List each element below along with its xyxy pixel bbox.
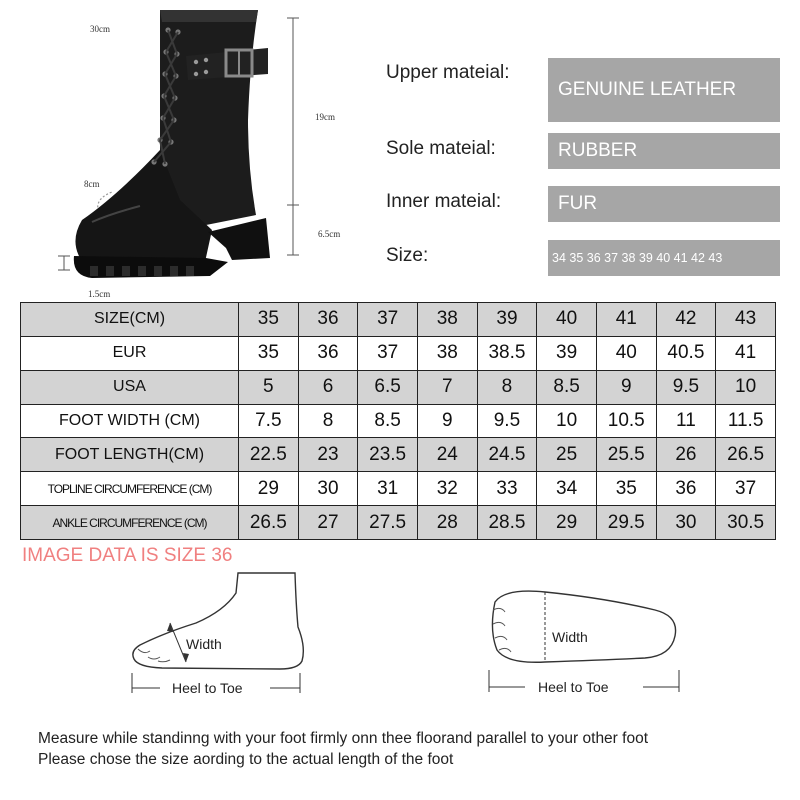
side-foot-width-label: Width: [186, 636, 222, 652]
table-cell: 38: [417, 303, 477, 337]
row-header: USA: [21, 370, 239, 404]
table-cell: 35: [239, 303, 299, 337]
table-cell: 37: [358, 336, 418, 370]
table-cell: 7.5: [239, 404, 299, 438]
table-cell: 43: [716, 303, 776, 337]
table-cell: 29: [537, 506, 597, 540]
table-cell: 41: [716, 336, 776, 370]
table-cell: 26.5: [716, 438, 776, 472]
inner-material-value: FUR: [548, 186, 780, 222]
table-cell: 36: [656, 472, 716, 506]
table-cell: 26.5: [239, 506, 299, 540]
table-cell: 31: [358, 472, 418, 506]
row-header: TOPLINE CIRCUMFERENCE (CM): [21, 472, 239, 506]
table-cell: 29: [239, 472, 299, 506]
measure-instruction-1: Measure while standinng with your foot firmly onn thee floorand parallel to your other foot: [38, 730, 649, 747]
table-cell: 30: [656, 506, 716, 540]
table-cell: 8.5: [358, 404, 418, 438]
table-cell: 40.5: [656, 336, 716, 370]
table-cell: 34: [537, 472, 597, 506]
table-cell: 11: [656, 404, 716, 438]
table-cell: 40: [596, 336, 656, 370]
table-cell: 39: [537, 336, 597, 370]
table-cell: 26: [656, 438, 716, 472]
boot-illustration: [0, 0, 380, 300]
table-cell: 9: [596, 370, 656, 404]
table-cell: 24: [417, 438, 477, 472]
table-cell: 40: [537, 303, 597, 337]
table-cell: 39: [477, 303, 537, 337]
boot-heel-height-label: 6.5cm: [318, 229, 341, 239]
table-cell: 37: [358, 303, 418, 337]
size-range-value: 34 35 36 37 38 39 40 41 42 43: [548, 240, 780, 276]
table-row-size-cm: [21, 303, 776, 337]
boot-ankle-label: 8cm: [84, 179, 100, 189]
table-cell: 9.5: [656, 370, 716, 404]
table-cell: 28.5: [477, 506, 537, 540]
table-cell: 8.5: [537, 370, 597, 404]
table-cell: 23: [298, 438, 358, 472]
boot-shaft-height-label: 19cm: [315, 112, 335, 122]
boot-platform-label: 1.5cm: [88, 289, 111, 299]
table-cell: 22.5: [239, 438, 299, 472]
table-cell: 23.5: [358, 438, 418, 472]
upper-material-label: Upper mateial:: [386, 62, 510, 83]
table-cell: 36: [298, 303, 358, 337]
image-size-note: IMAGE DATA IS SIZE 36: [22, 545, 233, 566]
table-cell: 28: [417, 506, 477, 540]
table-cell: 8: [477, 370, 537, 404]
size-label: Size:: [386, 245, 429, 266]
table-cell: 25.5: [596, 438, 656, 472]
table-row-eur: [21, 336, 776, 370]
table-cell: 7: [417, 370, 477, 404]
side-foot-length-label: Heel to Toe: [172, 680, 243, 696]
row-header: FOOT LENGTH(CM): [21, 438, 239, 472]
table-cell: 30.5: [716, 506, 776, 540]
size-chart-table: [20, 302, 776, 540]
table-cell: 42: [656, 303, 716, 337]
table-cell: 27: [298, 506, 358, 540]
table-cell: 9.5: [477, 404, 537, 438]
table-cell: 38.5: [477, 336, 537, 370]
sole-material-value: RUBBER: [548, 133, 780, 169]
upper-material-value: GENUINE LEATHER: [548, 58, 780, 122]
table-cell: 8: [298, 404, 358, 438]
table-cell: 11.5: [716, 404, 776, 438]
table-cell: 24.5: [477, 438, 537, 472]
table-cell: 41: [596, 303, 656, 337]
table-cell: 10.5: [596, 404, 656, 438]
table-cell: 36: [298, 336, 358, 370]
table-cell: 25: [537, 438, 597, 472]
table-cell: 35: [596, 472, 656, 506]
table-cell: 10: [716, 370, 776, 404]
table-row-foot-width: [21, 404, 776, 438]
table-cell: 32: [417, 472, 477, 506]
table-row-ankle-circumference: [21, 506, 776, 540]
row-header: ANKLE CIRCUMFERENCE (CM): [21, 506, 239, 540]
table-cell: 35: [239, 336, 299, 370]
top-foot-width-label: Width: [552, 629, 588, 645]
boot-product-image: [0, 0, 380, 300]
table-cell: 5: [239, 370, 299, 404]
table-cell: 27.5: [358, 506, 418, 540]
measure-instruction-2: Please chose the size aording to the actual length of the foot: [38, 751, 454, 768]
boot-top-width-label: 30cm: [90, 24, 110, 34]
row-header: SIZE(CM): [21, 303, 239, 337]
table-cell: 9: [417, 404, 477, 438]
table-cell: 10: [537, 404, 597, 438]
table-cell: 37: [716, 472, 776, 506]
table-cell: 6: [298, 370, 358, 404]
row-header: EUR: [21, 336, 239, 370]
inner-material-label: Inner mateial:: [386, 191, 502, 212]
table-cell: 6.5: [358, 370, 418, 404]
table-cell: 33: [477, 472, 537, 506]
sole-material-label: Sole mateial:: [386, 138, 496, 159]
table-row-foot-length: [21, 438, 776, 472]
table-row-topline-circumference: [21, 472, 776, 506]
table-row-usa: [21, 370, 776, 404]
row-header: FOOT WIDTH (CM): [21, 404, 239, 438]
table-cell: 29.5: [596, 506, 656, 540]
top-foot-length-label: Heel to Toe: [538, 679, 609, 695]
table-cell: 38: [417, 336, 477, 370]
table-cell: 30: [298, 472, 358, 506]
